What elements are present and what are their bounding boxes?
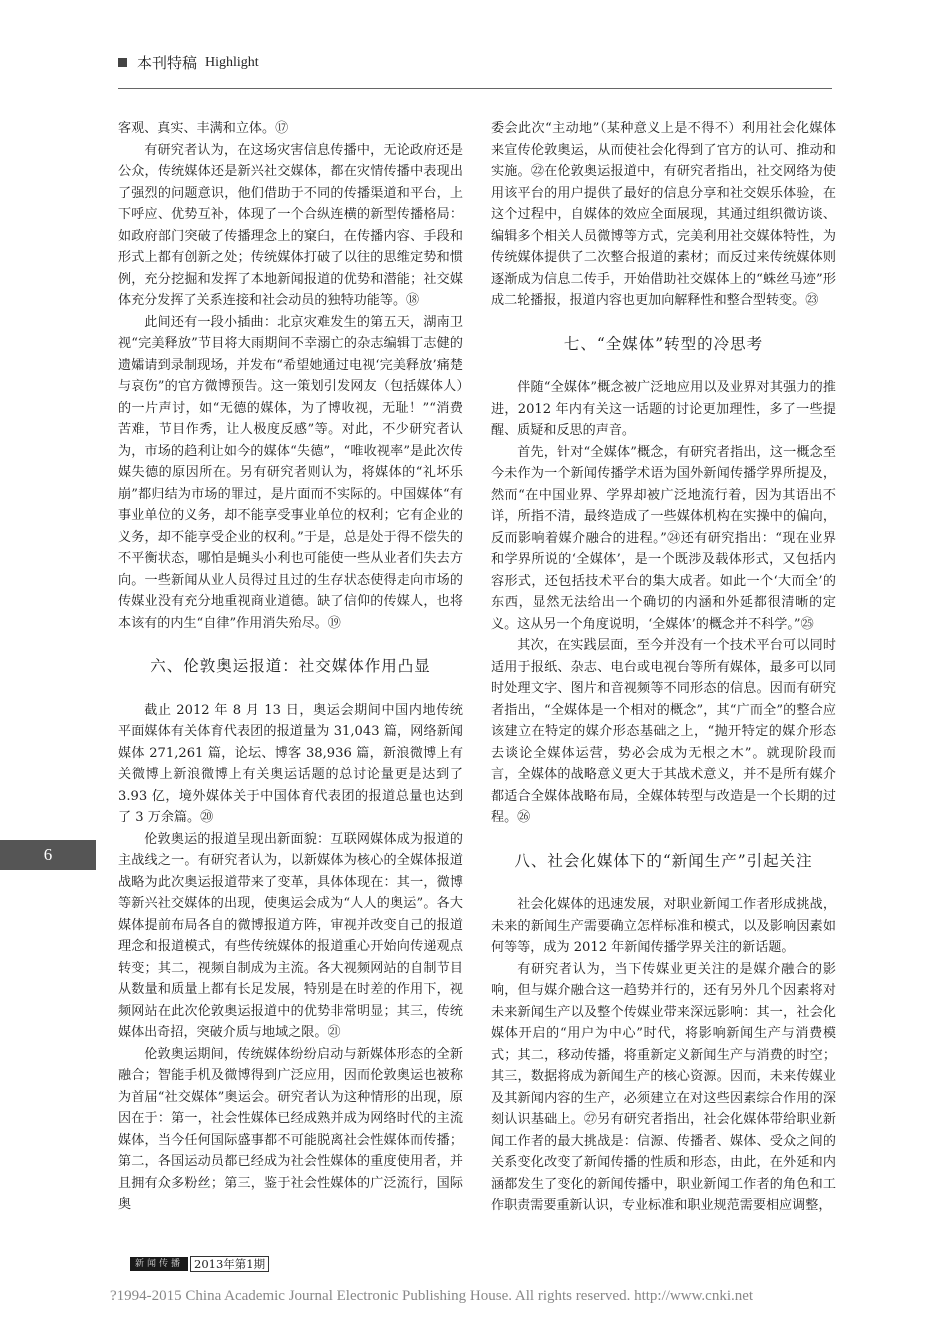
paragraph: 伦敦奥运期间，传统媒体纷纷启动与新媒体形态的全新融合；智能手机及微博得到广泛应用，因而伦敦奥运也被称为首届“社交媒体”奥运会。研究者认为这种情形的出现，原因在于：第一，社会性媒体已经成熟并成为网络时代的主流媒体，当今任何国际盛事都不可能脱离社会性媒体而传播；第二，各国运动员都已经成为社会性媒体的重度使用者，并且拥有众多粉丝；第三，鉴于社会性媒体的广泛流行，国际奥 bbox=[118, 1046, 463, 1212]
paragraph: 首先，针对“全媒体”概念，有研究者指出，这一概念至今未作为一个新闻传播学术语为国外新闻传播学界所提及，然而“在中国业界、学界却被广泛地流行着，因为其语出不详，所指不清，最终造成了一些媒体机构在实操中的偏向，反而影响着媒介融合的进程。”㉔还有研究指出：“现在业界和学界所说的‘全媒体’，是一个既涉及载体形式，又包括内容形式，还包括技术平台的集大成者。如此一个‘大而全’的东西，显然无法给出一个确切的内涵和外延都很清晰的定义。这从另一个角度说明，‘全媒体’的概念并不科学。”㉕ bbox=[491, 444, 836, 632]
header bbox=[118, 52, 259, 73]
paragraph: 截止 2012 年 8 月 13 日，奥运会期间中国内地传统平面媒体有关体育代表团的报道量为 31,043 篇，网络新闻媒体 271,261 篇，论坛、博客 38,936 篇，新浪微博上有关微博上新浪微博上有关奥运话题的总讨论量更是达到了 3.93 亿，境外媒体关于中国体育代表团的报道总量也达到了 3 万余篇。⑳ bbox=[118, 702, 463, 825]
header-title-cn: 本刊特稿 bbox=[137, 54, 198, 72]
paragraph: 客观、真实、丰满和立体。⑰ bbox=[118, 121, 289, 136]
section-heading: 八、社会化媒体下的“新闻生产”引起关注 bbox=[514, 851, 813, 870]
section-heading: 六、伦敦奥运报道：社交媒体作用凸显 bbox=[150, 657, 431, 675]
paragraph: 伦敦奥运的报道呈现出新面貌：互联网媒体成为报道的主战线之一。有研究者认为，以新媒体为核心的全媒体报道战略为此次奥运报道带来了变革，具体体现在：其一，微博等新兴社交媒体的出现，使奥运会成为“人人的奥运”。各大媒体提前布局各自的微博报道方阵，审视并改变自己的报道理念和报道模式，有些传统媒体的报道重心开始向传递观点转变；其二，视频自制成为主流。各大视频网站的自制节目从数量和质量上都有长足发展，特别是在时差的作用下，视频网站在此次伦敦奥运报道中的优势非常明显；其三，传统媒体出奇招，突破介质与地域之限。㉑ bbox=[118, 831, 463, 1040]
paragraph: 社会化媒体的迅速发展，对职业新闻工作者形成挑战，未来的新闻生产需要确立怎样标准和模式，以及影响因素如何等等，成为 2012 年新闻传播学界关注的新话题。 bbox=[491, 897, 836, 955]
page-number-tab: 6 bbox=[0, 840, 96, 870]
footer bbox=[130, 1256, 269, 1272]
journal-logo: 新闻传播 bbox=[130, 1257, 188, 1271]
right-column bbox=[491, 118, 836, 1217]
header-title-en: Highlight bbox=[205, 54, 259, 70]
copyright-line: ?1994-2015 China Academic Journal Electronic Publishing House. All rights reserved. http://www.cnki.net bbox=[110, 1288, 754, 1304]
issue-label: 2013年第1期 bbox=[190, 1256, 269, 1272]
paragraph: 伴随“全媒体”概念被广泛地应用以及业界对其强力的推进，2012 年内有关这一话题的讨论更加理性，多了一些提醒、质疑和反思的声音。 bbox=[491, 380, 836, 438]
left-column bbox=[118, 118, 463, 1216]
paragraph: 委会此次“主动地”（某种意义上是不得不）利用社会化媒体来宣传伦敦奥运，从而使社会化得到了官方的认可、推动和实施。㉒在伦敦奥运报道中，有研究者指出，社交网络为使用该平台的用户提供了最好的信息分享和社交娱乐体验，在这个过程中，自媒体的效应全面展现，其通过组织微访谈、编辑多个相关人员微博等方式，完美利用社交媒体特性，为传统媒体提供了二次整合报道的素材；而反过来传统媒体则逐渐成为信息二传手，开始借助社交媒体上的“蛛丝马迹”形成二轮播报，报道内容也更加向解释性和整合型转变。㉓ bbox=[491, 121, 836, 308]
paragraph: 有研究者认为，在这场灾害信息传播中，无论政府还是公众，传统媒体还是新兴社交媒体，都在灾情传播中表现出了强烈的问题意识，他们借助于不同的传播渠道和平台，上下呼应、优势互补，体现了一个合纵连横的新型传播格局：如政府部门突破了传播理念上的窠臼，在传播内容、手段和形式上都有创新之处；传统媒体打破了以往的思维定势和惯例，充分挖掘和发挥了本地新闻报道的优势和潜能；社交媒体充分发挥了关系连接和社会动员的独特功能等。⑱ bbox=[118, 142, 463, 308]
paragraph: 其次，在实践层面，至今并没有一个技术平台可以同时适用于报纸、杂志、电台或电视台等所有媒体，最多可以同时处理文字、图片和音视频等不同形态的信息。因而有研究者指出，“全媒体是一个相对的概念”，其“广而全”的整合应该建立在特定的媒介形态基础之上，“抛开特定的媒介形态去谈论全媒体运营，势必会成为无根之木”。就现阶段而言，全媒体的战略意义更大于其战术意义，并不是所有媒介都适合全媒体战略布局，全媒体转型与改造是一个长期的过程。㉖ bbox=[491, 638, 836, 825]
header-rule bbox=[118, 88, 832, 89]
paragraph: 此间还有一段小插曲：北京灾难发生的第五天，湖南卫视“完美释放”节目将大雨期间不幸溺亡的杂志编辑丁志健的遗孀请到录制现场，并发布“希望她通过电视‘完美释放’痛楚与哀伤”的官方微博预告。这一策划引发网友（包括媒体人）的一片声讨，如“无德的媒体，为了博收视，无耻！”“消费苦难，节目作秀，让人极度反感”等。对此，不少研究者认为，市场的趋利让如今的媒体“失德”，“唯收视率”是此次传媒失德的原因所在。另有研究者则认为，将媒体的“礼坏乐崩”都归结为市场的罪过，是片面而不实际的。中国媒体“有事业单位的义务，却不能享受事业单位的权利；它有企业的义务，却不能享受企业的权利。”于是，总是处于得不偿失的不平衡状态，哪怕是蝇头小利也可能使一些从业者们失去方向。一些新闻从业人员得过且过的生存状态使得走向市场的传媒业没有充分地重视商业道德。缺了信仰的传媒人，也将本该有的内生“自律”作用消失殆尽。⑲ bbox=[118, 314, 463, 631]
section-heading: 七、“全媒体”转型的冷思考 bbox=[563, 334, 764, 353]
paragraph: 有研究者认为，当下传媒业更关注的是媒介融合的影响，但与媒介融合这一趋势并行的，还有另外几个因素将对未来新闻生产以及整个传媒业带来深远影响：其一，社会化媒体开启的“用户为中心”时代，将影响新闻生产与消费模式；其二，移动传播，将重新定义新闻生产与消费的时空；其三，数据将成为新闻生产的核心资源。因而，未来传媒业及其新闻内容的生产，必须建立在对这些因素综合作用的深刻认识基础上。㉗另有研究者指出，社会化媒体带给职业新闻工作者的最大挑战是：信源、传播者、媒体、受众之间的关系变化改变了新闻传播的性质和形态，由此，在外延和内涵都发生了变化的新闻传播中，职业新闻工作者的角色和工作职责需要重新认识，专业标准和职业规范需要相应调整， bbox=[491, 961, 836, 1213]
header-square-icon bbox=[118, 58, 127, 67]
